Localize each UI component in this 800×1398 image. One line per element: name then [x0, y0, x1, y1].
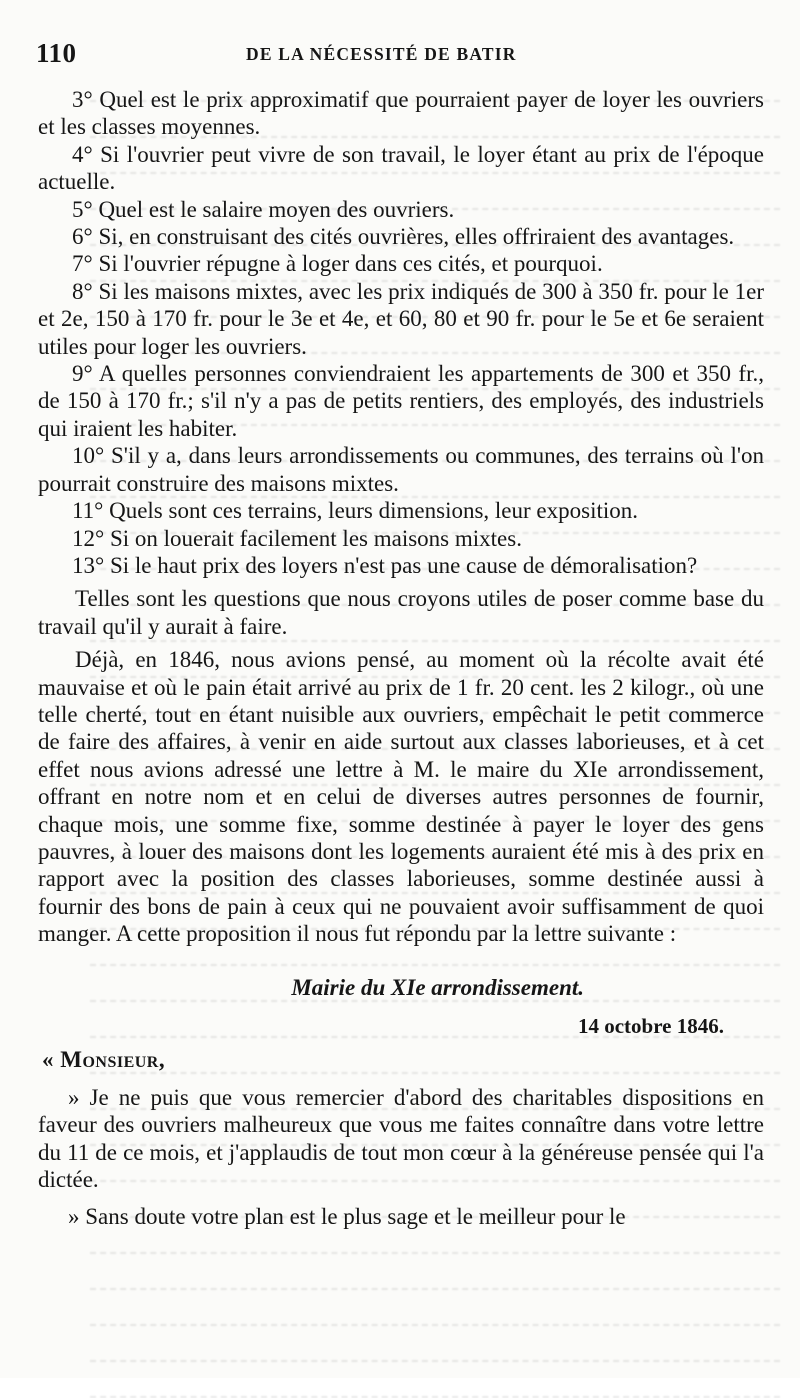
page-header	[36, 38, 766, 78]
question-3: 3° Quel est le prix approximatif que pourraient payer de loyer les ouvriers et les classes moyennes.	[38, 87, 764, 140]
letter-heading: Mairie du XIe arrondissement.	[291, 974, 584, 1000]
letter-salutation: « Monsieur,	[42, 1047, 166, 1073]
letter-paragraph-2: » Sans doute votre plan est le plus sage et le meilleur pour le	[68, 1204, 626, 1230]
question-10: 10° S'il y a, dans leurs arrondissements ou communes, des terrains où l'on pourrait construire des maisons mixtes.	[38, 443, 764, 496]
question-6: 6° Si, en construisant des cités ouvrières, elles offriraient des avantages.	[72, 224, 735, 250]
question-5: 5° Quel est le salaire moyen des ouvriers.	[72, 196, 455, 222]
question-7: 7° Si l'ouvrier répugne à loger dans ces cités, et pourquoi.	[72, 251, 603, 277]
question-9: 9° A quelles personnes conviendraient les appartements de 300 et 350 fr., de 150 à 170 fr.; s'il n'y a pas de petits rentiers, des employés, des industriels qui iraient les habiter.	[38, 361, 764, 441]
paragraph-questions-summary: Telles sont les questions que nous croyons utiles de poser comme base du travail qu'il y aurait à faire.	[38, 586, 764, 639]
question-12: 12° Si on louerait facilement les maisons mixtes.	[72, 525, 522, 551]
paragraph-1846-proposal: Déjà, en 1846, nous avions pensé, au moment où la récolte avait été mauvaise et où le pain était arrivé au prix de 1 fr. 20 cent. les 2 kilogr., où une telle cherté, tout en étant nuisible aux ouvriers, empêchait le petit commerce de faire des affaires, à venir en aide surtout aux classes laborieuses, et à cet effet nous avions adressé une lettre à M. le maire du XIe arrondissement, offrant en notre nom et en celui de diverses autres personnes de fournir, chaque mois, une somme fixe, somme destinée à payer le loyer des gens pauvres, à louer des maisons dont les logements auraient été mis à des prix en rapport avec la position des classes laborieuses, somme destinée aussi à fournir des bons de pain à ceux qui ne pouvaient avoir suffisamment de quoi manger. A cette proposition il nous fut répondu par la lettre suivante :	[38, 647, 764, 947]
page-number: 110	[36, 38, 77, 68]
question-4: 4° Si l'ouvrier peut vivre de son travail, le loyer étant au prix de l'époque actuelle.	[38, 141, 764, 195]
body-text	[38, 86, 764, 1231]
letter-date: 14 octobre 1846.	[577, 1014, 724, 1038]
question-11: 11° Quels sont ces terrains, leurs dimensions, leur exposition.	[72, 498, 639, 524]
question-8: 8° Si les maisons mixtes, avec les prix indiqués de 300 à 350 fr. pour le 1er et 2e, 150 à 170 fr. pour le 3e et 4e, et 60, 80 et 90 fr. pour le 5e et 6e seraient utiles pour loger les ouvriers.	[38, 278, 764, 359]
running-title: DE LA NÉCESSITÉ DE BATIR	[246, 44, 517, 64]
letter-paragraph-1: » Je ne puis que vous remercier d'abord des charitables dispositions en faveur des ouvriers malheureux que vous me faites connaître dans votre lettre du 11 de ce mois, et j'applaudis de tout mon cœur à la généreuse pensée qui l'a dictée.	[38, 1084, 764, 1193]
question-13: 13° Si le haut prix des loyers n'est pas une cause de démoralisation?	[72, 552, 698, 578]
